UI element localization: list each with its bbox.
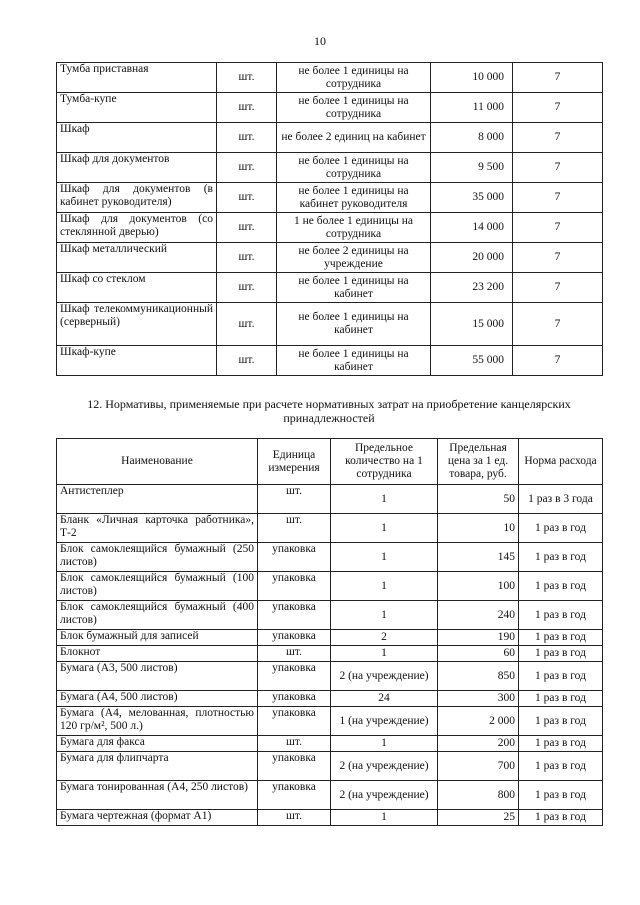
cell-quantity: не более 1 единицы на сотрудника bbox=[277, 93, 431, 123]
cell-norm: 1 раз в год bbox=[519, 810, 603, 826]
cell-quantity: не более 1 единицы на кабинет bbox=[277, 273, 431, 303]
cell-price: 25 bbox=[438, 810, 519, 826]
table-row bbox=[57, 707, 603, 736]
cell-name: Шкаф со стеклом bbox=[57, 273, 217, 303]
cell-price: 300 bbox=[438, 691, 519, 707]
table-row bbox=[57, 213, 603, 243]
table-row bbox=[57, 572, 603, 601]
cell-quantity: 1 bbox=[331, 810, 438, 826]
cell-name: Шкаф металлический bbox=[57, 243, 217, 273]
table-row bbox=[57, 601, 603, 630]
cell-name: Бумага (А4, 500 листов) bbox=[57, 691, 258, 707]
table-row bbox=[57, 691, 603, 707]
cell-years: 7 bbox=[513, 213, 603, 243]
cell-price: 20 000 bbox=[431, 243, 513, 273]
table-row bbox=[57, 630, 603, 646]
cell-quantity: не более 1 единицы на кабинет bbox=[277, 346, 431, 376]
cell-name: Тумба приставная bbox=[57, 63, 217, 93]
cell-years: 7 bbox=[513, 153, 603, 183]
cell-quantity: 1 bbox=[331, 485, 438, 514]
cell-norm: 1 раз в год bbox=[519, 752, 603, 781]
cell-price: 35 000 bbox=[431, 183, 513, 213]
table-row bbox=[57, 543, 603, 572]
cell-norm: 1 раз в год bbox=[519, 691, 603, 707]
cell-quantity: 2 (на учреждение) bbox=[331, 662, 438, 691]
table-row bbox=[57, 303, 603, 346]
cell-quantity: 2 bbox=[331, 630, 438, 646]
cell-name: Бумага чертежная (формат А1) bbox=[57, 810, 258, 826]
stationery-table-header bbox=[57, 439, 603, 485]
cell-unit: упаковка bbox=[258, 752, 331, 781]
cell-price: 200 bbox=[438, 736, 519, 752]
header-name: Наименование bbox=[57, 439, 258, 485]
cell-name: Блок бумажный для записей bbox=[57, 630, 258, 646]
cell-price: 10 bbox=[438, 514, 519, 543]
cell-quantity: 24 bbox=[331, 691, 438, 707]
cell-price: 60 bbox=[438, 646, 519, 662]
cell-quantity: 1 bbox=[331, 601, 438, 630]
header-price: Предельная цена за 1 ед. товара, руб. bbox=[438, 439, 519, 485]
cell-norm: 1 раз в 3 года bbox=[519, 485, 603, 514]
cell-price: 11 000 bbox=[431, 93, 513, 123]
table-row bbox=[57, 736, 603, 752]
cell-name: Блок самоклеящийся бумажный (100 листов) bbox=[57, 572, 258, 601]
cell-unit: упаковка bbox=[258, 630, 331, 646]
cell-unit: шт. bbox=[217, 303, 277, 346]
table-row bbox=[57, 810, 603, 826]
cell-unit: шт. bbox=[217, 273, 277, 303]
cell-unit: шт. bbox=[217, 123, 277, 153]
cell-norm: 1 раз в год bbox=[519, 646, 603, 662]
cell-name: Блок самоклеящийся бумажный (250 листов) bbox=[57, 543, 258, 572]
cell-unit: шт. bbox=[217, 63, 277, 93]
cell-price: 9 500 bbox=[431, 153, 513, 183]
cell-price: 2 000 bbox=[438, 707, 519, 736]
table-row bbox=[57, 183, 603, 213]
cell-quantity: не более 2 единицы на учреждение bbox=[277, 243, 431, 273]
table-row bbox=[57, 243, 603, 273]
cell-years: 7 bbox=[513, 63, 603, 93]
table-row bbox=[57, 752, 603, 781]
cell-name: Антистеплер bbox=[57, 485, 258, 514]
cell-norm: 1 раз в год bbox=[519, 514, 603, 543]
cell-norm: 1 раз в год bbox=[519, 543, 603, 572]
cell-name: Блокнот bbox=[57, 646, 258, 662]
cell-name: Бланк «Личная карточка работника», Т-2 bbox=[57, 514, 258, 543]
cell-norm: 1 раз в год bbox=[519, 601, 603, 630]
cell-unit: шт. bbox=[258, 646, 331, 662]
header-norm: Норма расхода bbox=[519, 439, 603, 485]
cell-unit: упаковка bbox=[258, 572, 331, 601]
cell-name: Бумага для флипчарта bbox=[57, 752, 258, 781]
cell-years: 7 bbox=[513, 273, 603, 303]
cell-unit: шт. bbox=[258, 736, 331, 752]
cell-years: 7 bbox=[513, 93, 603, 123]
cell-quantity: 1 bbox=[331, 543, 438, 572]
cell-name: Шкаф для документов (со стеклянной дверью) bbox=[57, 213, 217, 243]
cell-norm: 1 раз в год bbox=[519, 662, 603, 691]
cell-name: Тумба-купе bbox=[57, 93, 217, 123]
cell-quantity: не более 1 единицы на сотрудника bbox=[277, 153, 431, 183]
cell-unit: шт. bbox=[217, 213, 277, 243]
cell-name: Шкаф для документов (в кабинет руководителя) bbox=[57, 183, 217, 213]
cell-norm: 1 раз в год bbox=[519, 630, 603, 646]
cell-name: Шкаф телекоммуникационный (серверный) bbox=[57, 303, 217, 346]
cell-price: 50 bbox=[438, 485, 519, 514]
cell-norm: 1 раз в год bbox=[519, 781, 603, 810]
furniture-table bbox=[56, 62, 603, 376]
cell-name: Бумага для факса bbox=[57, 736, 258, 752]
cell-unit: шт. bbox=[258, 514, 331, 543]
cell-name: Шкаф-купе bbox=[57, 346, 217, 376]
cell-unit: шт. bbox=[258, 485, 331, 514]
cell-unit: упаковка bbox=[258, 601, 331, 630]
cell-price: 800 bbox=[438, 781, 519, 810]
cell-years: 7 bbox=[513, 243, 603, 273]
cell-name: Бумага (А4, мелованная, плотностью 120 гр/м², 500 л.) bbox=[57, 707, 258, 736]
cell-unit: шт. bbox=[258, 810, 331, 826]
cell-price: 15 000 bbox=[431, 303, 513, 346]
cell-price: 100 bbox=[438, 572, 519, 601]
page-number: 10 bbox=[314, 34, 326, 48]
cell-name: Блок самоклеящийся бумажный (400 листов) bbox=[57, 601, 258, 630]
cell-quantity: 1 bbox=[331, 514, 438, 543]
table-row bbox=[57, 485, 603, 514]
cell-years: 7 bbox=[513, 183, 603, 213]
cell-quantity: 2 (на учреждение) bbox=[331, 752, 438, 781]
cell-quantity: 1 bbox=[331, 736, 438, 752]
table-row bbox=[57, 63, 603, 93]
table-row bbox=[57, 346, 603, 376]
cell-quantity: 2 (на учреждение) bbox=[331, 781, 438, 810]
cell-price: 14 000 bbox=[431, 213, 513, 243]
cell-price: 700 bbox=[438, 752, 519, 781]
cell-quantity: не более 1 единицы на кабинет bbox=[277, 303, 431, 346]
cell-quantity: 1 bbox=[331, 646, 438, 662]
header-quantity: Предельное количество на 1 сотрудника bbox=[331, 439, 438, 485]
cell-quantity: не более 2 единиц на кабинет bbox=[277, 123, 431, 153]
stationery-table bbox=[56, 438, 603, 826]
cell-price: 190 bbox=[438, 630, 519, 646]
cell-unit: упаковка bbox=[258, 543, 331, 572]
cell-price: 850 bbox=[438, 662, 519, 691]
cell-unit: шт. bbox=[217, 346, 277, 376]
cell-price: 23 200 bbox=[431, 273, 513, 303]
cell-quantity: 1 (на учреждение) bbox=[331, 707, 438, 736]
cell-unit: шт. bbox=[217, 183, 277, 213]
cell-norm: 1 раз в год bbox=[519, 707, 603, 736]
cell-unit: упаковка bbox=[258, 662, 331, 691]
section-heading: 12. Нормативы, применяемые при расчете нормативных затрат на приобретение канцелярских принадлежностей bbox=[87, 397, 571, 425]
cell-years: 7 bbox=[513, 123, 603, 153]
cell-price: 55 000 bbox=[431, 346, 513, 376]
table-row bbox=[57, 646, 603, 662]
cell-norm: 1 раз в год bbox=[519, 572, 603, 601]
cell-price: 8 000 bbox=[431, 123, 513, 153]
cell-quantity: 1 bbox=[331, 572, 438, 601]
cell-name: Бумага тонированная (А4, 250 листов) bbox=[57, 781, 258, 810]
table-row bbox=[57, 153, 603, 183]
cell-name: Бумага (А3, 500 листов) bbox=[57, 662, 258, 691]
table-row bbox=[57, 781, 603, 810]
cell-years: 7 bbox=[513, 346, 603, 376]
cell-price: 10 000 bbox=[431, 63, 513, 93]
table-row bbox=[57, 93, 603, 123]
table-row bbox=[57, 123, 603, 153]
cell-unit: упаковка bbox=[258, 691, 331, 707]
cell-unit: упаковка bbox=[258, 781, 331, 810]
cell-name: Шкаф для документов bbox=[57, 153, 217, 183]
cell-price: 145 bbox=[438, 543, 519, 572]
cell-years: 7 bbox=[513, 303, 603, 346]
cell-unit: упаковка bbox=[258, 707, 331, 736]
cell-unit: шт. bbox=[217, 153, 277, 183]
table-row bbox=[57, 662, 603, 691]
cell-name: Шкаф bbox=[57, 123, 217, 153]
cell-norm: 1 раз в год bbox=[519, 736, 603, 752]
cell-price: 240 bbox=[438, 601, 519, 630]
cell-unit: шт. bbox=[217, 93, 277, 123]
table-row bbox=[57, 273, 603, 303]
cell-quantity: 1 не более 1 единицы на сотрудника bbox=[277, 213, 431, 243]
header-unit: Единица измерения bbox=[258, 439, 331, 485]
cell-quantity: не более 1 единицы на кабинет руководителя bbox=[277, 183, 431, 213]
cell-quantity: не более 1 единицы на сотрудника bbox=[277, 63, 431, 93]
cell-unit: шт. bbox=[217, 243, 277, 273]
table-row bbox=[57, 514, 603, 543]
